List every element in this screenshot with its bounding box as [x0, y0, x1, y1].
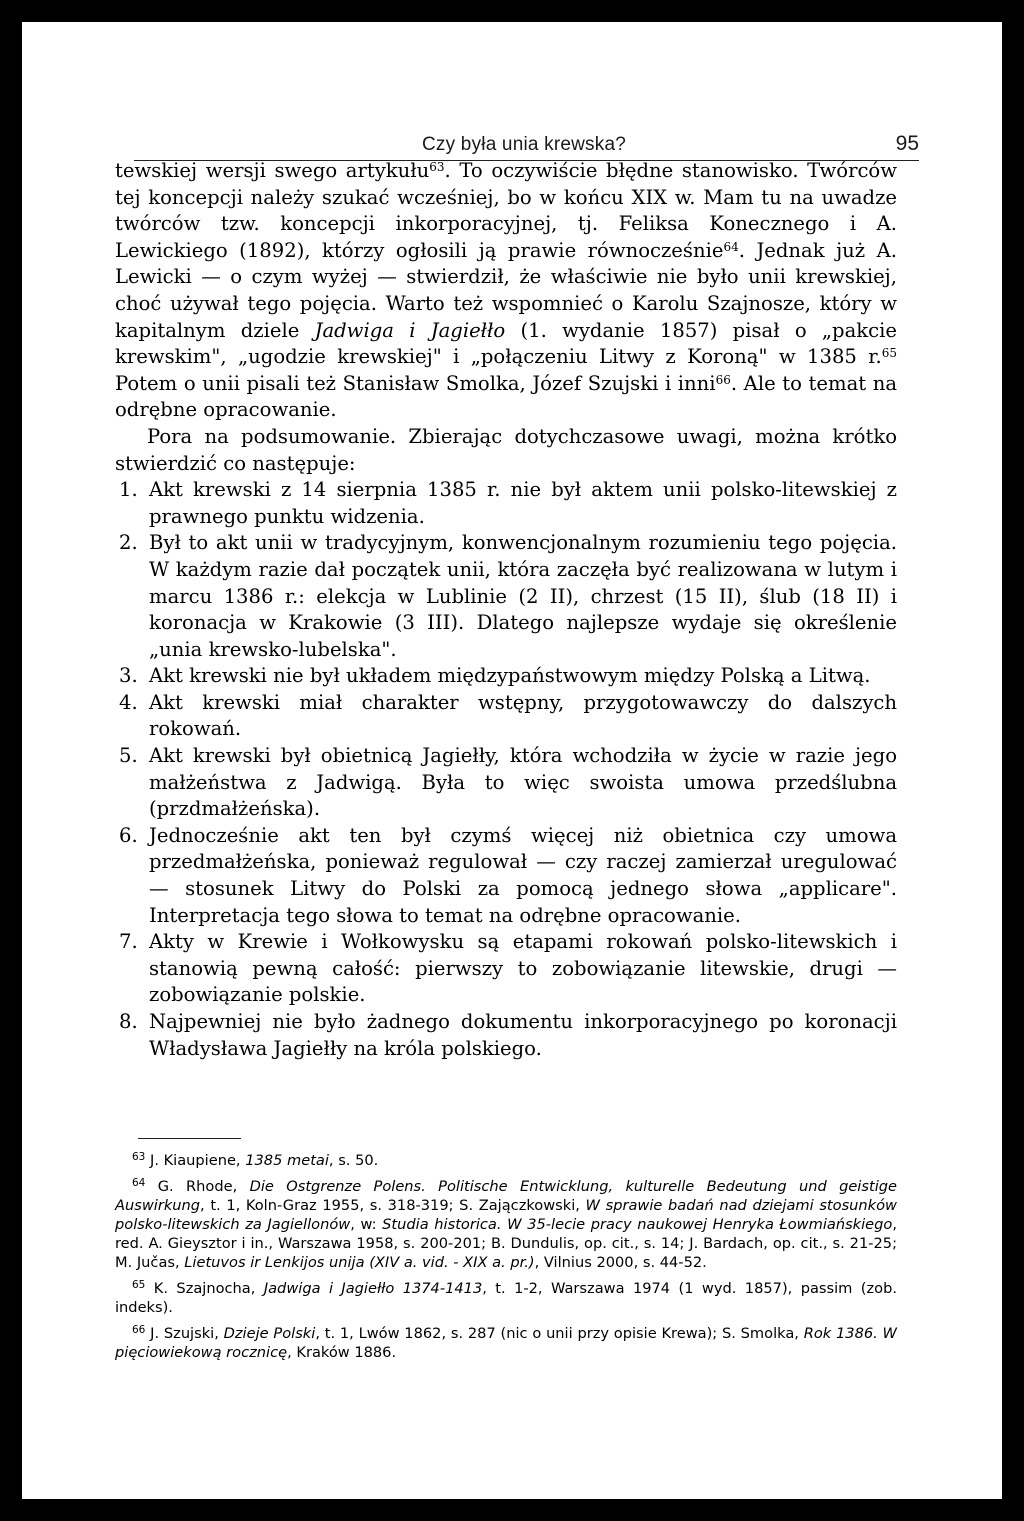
- footnote-ref: 65: [881, 346, 897, 361]
- footnote-64: [115, 1177, 897, 1272]
- paragraph-1: [115, 158, 897, 424]
- footnote-ref: 66: [715, 372, 731, 387]
- text-run: , Vilnius 2000, s. 44-52.: [534, 1254, 707, 1271]
- text-run: (1. wydanie 1857) pisał o „pakcie krewskim", „ugodzie krewskiej" i „połączeniu Litwy z Koroną" w 1385 r.: [115, 318, 897, 369]
- footnote-number: 66: [132, 1324, 146, 1336]
- list-text: Najpewniej nie było żadnego dokumentu inkorporacyjnego po koronacji Władysława Jagiełły na króla polskiego.: [149, 1010, 897, 1060]
- list-number: 8.: [119, 1010, 138, 1033]
- text-run: , red. A. Gieysztor i in., Warszawa 1958, s. 200-201; B. Dundulis, op. cit., s. 14; J. Bardach, op. cit., s. 21-25; M. Jučas,: [115, 1216, 897, 1271]
- text-run: . Jednak już A. Lewicki — o czym wyżej — stwierdził, że właściwie nie było unii krewskiej, choć używał tego pojęcia. Warto też wspomnieć o Karolu Szajnosze, który w kapitalnym dziele: [115, 238, 897, 342]
- list-item: [115, 477, 897, 530]
- list-text: Akt krewski z 14 sierpnia 1385 r. nie był aktem unii polsko-litewskiej z prawnego punktu widzenia.: [149, 478, 897, 528]
- footnote-65: [115, 1279, 897, 1317]
- book-title: Jadwiga i Jagiełło: [314, 318, 506, 342]
- text-run: J. Szujski,: [145, 1325, 224, 1342]
- footnotes: [115, 1151, 897, 1369]
- list-item: [115, 1009, 897, 1062]
- conclusions-list: [115, 477, 897, 1062]
- list-number: 2.: [119, 531, 138, 555]
- text-run: . Ale to temat na odrębne opracowanie.: [115, 371, 898, 422]
- cited-title: Dzieje Polski: [223, 1325, 316, 1342]
- list-text: Akt krewski był obietnicą Jagiełły, która wchodziła w życie w razie jego małżeństwa z Jadwigą. Była to więc swoista umowa przedślubna (przdmałżeńska).: [149, 744, 897, 821]
- list-number: 1.: [119, 478, 138, 502]
- text-run: , Kraków 1886.: [287, 1344, 397, 1361]
- list-text: Akt krewski miał charakter wstępny, przygotowawczy do dalszych rokowań.: [149, 690, 897, 741]
- footnote-63: [115, 1151, 897, 1170]
- paragraph-2: Pora na podsumowanie. Zbierając dotychczasowe uwagi, można krótko stwierdzić co następuje:: [115, 424, 897, 475]
- list-number: 5.: [119, 744, 138, 768]
- cited-title: Rok 1386. W pięciowiekową rocznicę: [115, 1325, 897, 1361]
- footnote-66: [115, 1324, 897, 1362]
- list-text: Akty w Krewie i Wołkowysku są etapami rokowań polsko-litewskich i stanowią pewną całość: pierwszy to zobowiązanie litewskie, drugi — zobowiązanie polskie.: [149, 930, 897, 1007]
- cited-title: 1385 metai: [245, 1152, 329, 1169]
- list-number: 7.: [119, 930, 138, 954]
- text-run: , t. 1-2, Warszawa 1974 (1 wyd. 1857), passim (zob. indeks).: [115, 1280, 897, 1316]
- list-item: [115, 929, 897, 1009]
- text-run: , s. 50.: [328, 1152, 379, 1169]
- list-number: 3.: [119, 664, 138, 688]
- running-title: Czy była unia krewska?: [422, 134, 626, 155]
- list-text: Jednocześnie akt ten był czymś więcej niż obietnica czy umowa przedmałżeńska, ponieważ regulował — czy raczej zamierzał uregulować — stosunek Litwy do Polski za pomocą jednego słowa „applicare". Interpretacja tego słowa to temat na odrębne opracowanie.: [149, 823, 897, 927]
- list-number: 6.: [119, 823, 138, 847]
- cited-title: Lietuvos ir Lenkijos unija (XIV a. vid. - XIX a. pr.): [184, 1254, 535, 1271]
- footnote-number: 64: [132, 1177, 146, 1189]
- cited-title: W sprawie badań nad dziejami stosunków polsko-litewskich za Jagiellonów: [115, 1197, 897, 1233]
- page-number: 95: [895, 132, 919, 155]
- footnote-number: 63: [132, 1151, 146, 1163]
- text-run: , w:: [350, 1216, 383, 1233]
- text-run: Potem o unii pisali też Stanisław Smolka, Józef Szujski i inni: [115, 371, 716, 395]
- list-text: Był to akt unii w tradycyjnym, konwencjonalnym rozumieniu tego pojęcia. W każdym razie dał początek unii, która zaczęła być realizowana w lutym i marcu 1386 r.: elekcja w Lublinie (2 II), chrzest (15 II), ślub (18 II) i koronacja w Krakowie (3 III). Dlatego najlepsze wydaje się określenie „unia krewsko-lubelska".: [149, 531, 897, 661]
- text-run: . To oczywiście błędne stanowisko. Twórców tej koncepcji należy szukać wcześniej, bo w końcu XIX w. Mam tu na uwadze twórców tzw. koncepcji inkorporacyjnej, tj. Feliksa Konecznego i A. Lewickiego (1892), którzy ogłosili ją prawie równocześnie: [115, 159, 897, 262]
- footnote-ref: 63: [429, 160, 445, 174]
- text-run: , t. 1, Koln-Graz 1955, s. 318-319; S. Zajączkowski,: [200, 1197, 586, 1214]
- list-item: [115, 690, 897, 743]
- list-item: [115, 663, 897, 690]
- text-run: G. Rhode,: [145, 1178, 250, 1195]
- text-run: tewskiej wersji swego artykułu: [115, 159, 430, 182]
- list-item: [115, 530, 897, 663]
- footnote-rule: [138, 1138, 241, 1139]
- running-header: [134, 112, 919, 155]
- text-run: K. Szajnocha,: [145, 1280, 264, 1297]
- list-text: Akt krewski nie był układem międzypaństwowym między Polską a Litwą.: [149, 664, 871, 688]
- list-number: 4.: [119, 690, 138, 714]
- list-item: [115, 823, 897, 929]
- cited-title: Studia historica. W 35-lecie pracy naukowej Henryka Łowmiańskiego: [382, 1216, 893, 1233]
- footnote-ref: 64: [723, 239, 739, 254]
- footnote-number: 65: [132, 1279, 146, 1291]
- list-item: [115, 743, 897, 823]
- text-run: J. Kiaupiene,: [145, 1152, 246, 1169]
- main-text: [115, 158, 897, 1062]
- cited-title: Jadwiga i Jagiełło 1374-1413: [263, 1280, 483, 1297]
- text-run: , t. 1, Lwów 1862, s. 287 (nic o unii przy opisie Krewa); S. Smolka,: [315, 1325, 804, 1342]
- cited-title: Die Ostgrenze Polens. Politische Entwicklung, kulturelle Bedeutung und geistige Auswirkung: [115, 1178, 897, 1214]
